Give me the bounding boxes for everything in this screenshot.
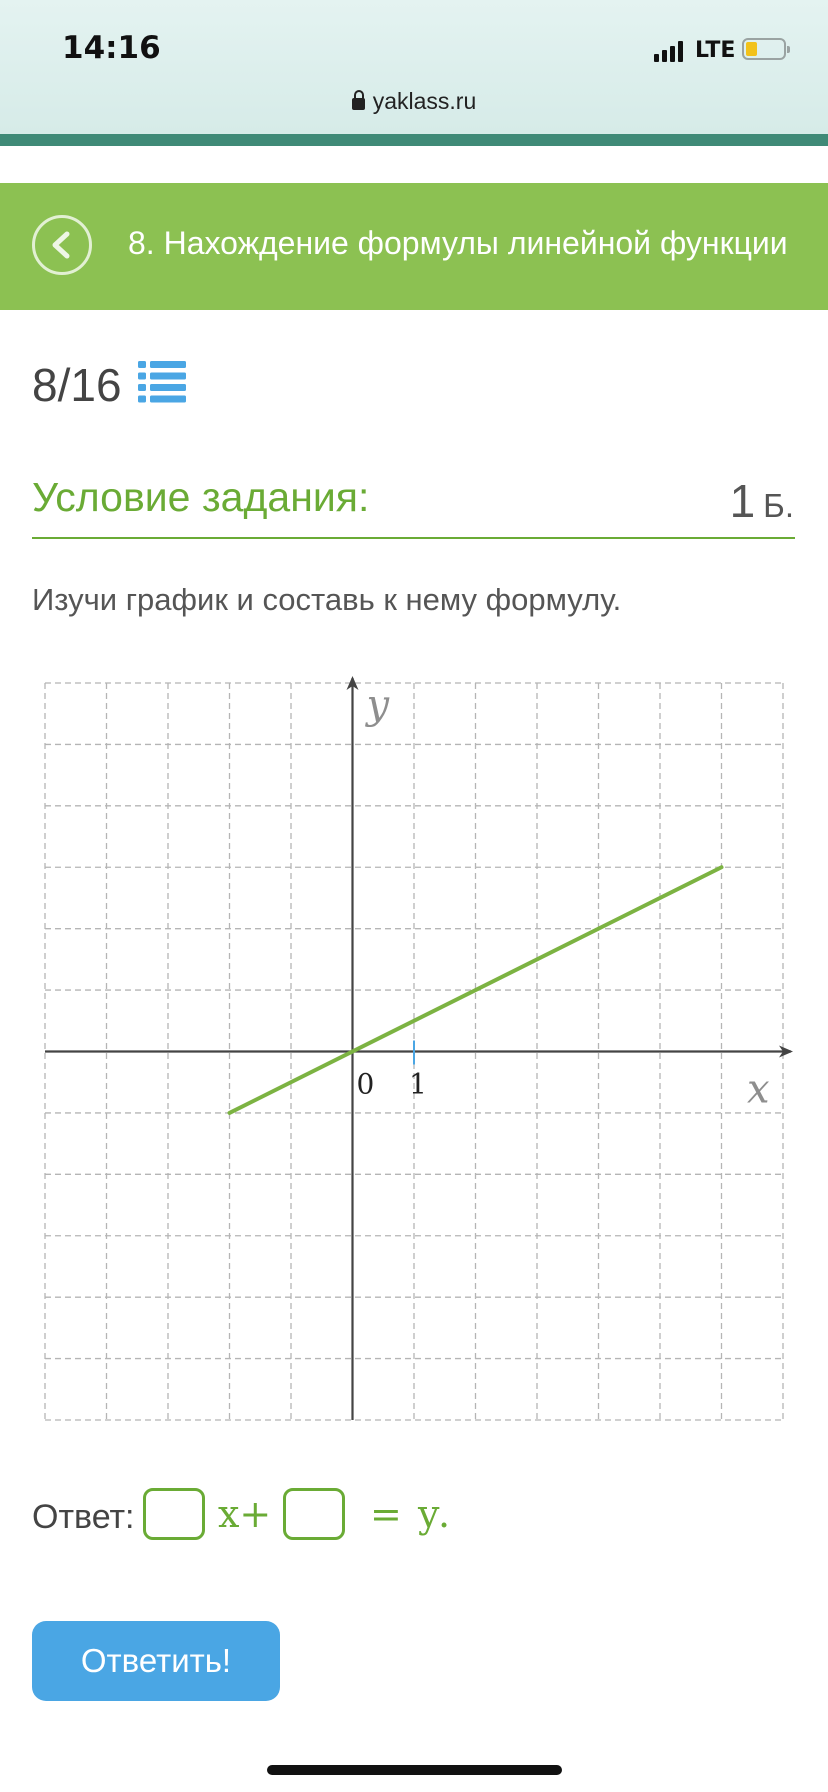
axes xyxy=(45,678,791,1420)
home-indicator[interactable] xyxy=(267,1765,562,1775)
condition-title: Условие задания: xyxy=(32,474,370,520)
answer-row xyxy=(32,1488,732,1548)
points-value: 1 xyxy=(729,475,756,527)
x-plus-text: x+ xyxy=(218,1492,272,1536)
tick-label: 1 xyxy=(409,1067,427,1101)
axis-labels xyxy=(357,682,770,1113)
y-text: y xyxy=(418,1492,440,1536)
tick-label: 0 xyxy=(356,1067,375,1101)
task-progress: 8/16 xyxy=(32,359,122,411)
intercept-input[interactable] xyxy=(283,1488,345,1540)
status-time: 14:16 xyxy=(62,30,161,66)
equals-text: = xyxy=(370,1492,402,1536)
period-text: . xyxy=(438,1492,451,1536)
network-type: LTE xyxy=(695,38,736,63)
page-title: 8. Нахождение формулы линейной функции xyxy=(128,225,788,261)
url-text: yaklass.ru xyxy=(372,88,477,114)
points-unit: Б. xyxy=(763,487,794,524)
submit-button[interactable]: Ответить! xyxy=(32,1621,280,1701)
answer-label: Ответ: xyxy=(32,1498,135,1536)
task-text: Изучи график и составь к нему формулу. xyxy=(32,582,622,617)
x-axis-label: x xyxy=(747,1066,770,1113)
y-axis-label: y xyxy=(366,682,390,728)
slope-input[interactable] xyxy=(143,1488,205,1540)
